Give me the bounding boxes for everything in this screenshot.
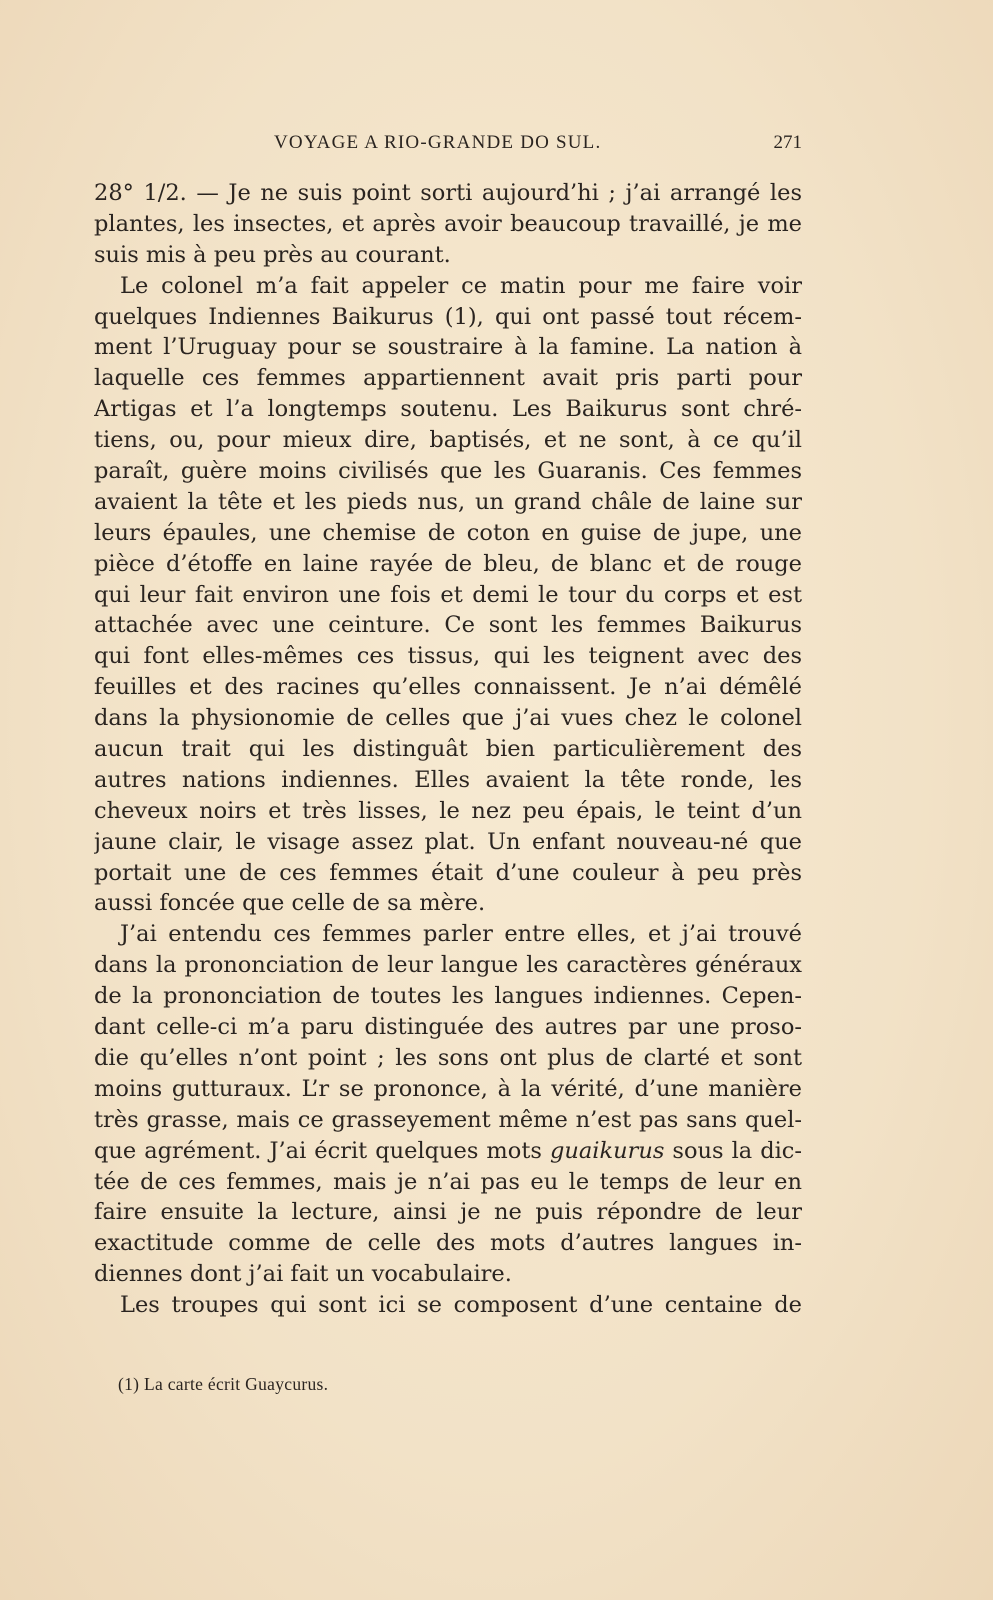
text-line: avaient la tête et les pieds nus, un grand châle de laine sur [94, 488, 802, 515]
text-line: autres nations indiennes. Elles avaient la tête ronde, les [94, 766, 802, 793]
text-line: qui font elles-mêmes ces tissus, qui les teignent avec des [94, 643, 802, 670]
text-line: aussi foncée que celle de sa mère. [94, 890, 486, 917]
running-head [94, 132, 802, 162]
text-line: Le colonel m’a fait appeler ce matin pour me faire voir [120, 272, 802, 299]
text-line: que agrément. J’ai écrit quelques mots guaikurus sous la dic- [94, 1137, 802, 1164]
text-line: Artigas et l’a longtemps soutenu. Les Baikurus sont chré- [94, 396, 802, 423]
text-line: plantes, les insectes, et après avoir beaucoup travaillé, je me [94, 210, 802, 237]
text-line: tée de ces femmes, mais je n’ai pas eu le temps de leur en [94, 1168, 802, 1195]
text-line: de la prononciation de toutes les langues indiennes. Cepen- [94, 983, 802, 1010]
text-line: faire ensuite la lecture, ainsi je ne puis répondre de leur [94, 1199, 802, 1226]
text-line: quelques Indiennes Baikurus (1), qui ont passé tout récem- [94, 303, 802, 330]
text-line: dant celle-ci m’a paru distinguée des autres par une proso- [94, 1014, 802, 1041]
text-line: leurs épaules, une chemise de coton en guise de jupe, une [94, 519, 802, 546]
text-line: jaune clair, le visage assez plat. Un enfant nouveau-né que [94, 828, 802, 855]
text-line: dans la physionomie de celles que j’ai vues chez le colonel [94, 705, 802, 732]
text-line: très grasse, mais ce grasseyement même n’est pas sans quel- [94, 1106, 802, 1133]
text-line: dans la prononciation de leur langue les caractères généraux [94, 952, 802, 979]
text-line: portait une de ces femmes était d’une couleur à peu près [94, 859, 802, 886]
text-line: ment l’Uruguay pour se soustraire à la famine. La nation à [94, 334, 802, 361]
text-line: J’ai entendu ces femmes parler entre elles, et j’ai trouvé [120, 921, 802, 948]
text-line: paraît, guère moins civilisés que les Guaranis. Ces femmes [94, 458, 802, 485]
text-line: Les troupes qui sont ici se composent d’une centaine de [120, 1292, 802, 1319]
running-title: VOYAGE A RIO-GRANDE DO SUL. [274, 132, 602, 153]
text-line: die qu’elles n’ont point ; les sons ont plus de clarté et sont [94, 1044, 802, 1071]
text-line: laquelle ces femmes appartiennent avait pris parti pour [94, 365, 802, 392]
text-line: tiens, ou, pour mieux dire, baptisés, et ne sont, à ce qu’il [94, 427, 802, 454]
text-line: cheveux noirs et très lisses, le nez peu épais, le teint d’un [94, 797, 802, 824]
body-text [94, 178, 802, 1321]
text-line: feuilles et des racines qu’elles connaissent. Je n’ai démêlé [94, 674, 802, 701]
text-line: 28° 1/2. — Je ne suis point sorti aujourd’hi ; j’ai arrangé les [94, 180, 802, 206]
text-line: exactitude comme de celle des mots d’autres langues in- [94, 1230, 802, 1257]
text-line: suis mis à peu près au courant. [94, 241, 451, 268]
page-number: 271 [773, 132, 802, 153]
text-line: aucun trait qui les distinguât bien particulièrement des [94, 736, 802, 763]
text-line: qui leur fait environ une fois et demi le tour du corps et est [94, 581, 802, 608]
text-line: moins gutturaux. L’r se prononce, à la vérité, d’une manière [94, 1075, 802, 1102]
text-line: attachée avec une ceinture. Ce sont les femmes Baikurus [94, 612, 802, 639]
footnote: (1) La carte écrit Guaycurus. [118, 1374, 329, 1394]
text-line: pièce d’étoffe en laine rayée de bleu, de blanc et de rouge [94, 550, 802, 577]
text-line: diennes dont j’ai fait un vocabulaire. [94, 1261, 512, 1288]
